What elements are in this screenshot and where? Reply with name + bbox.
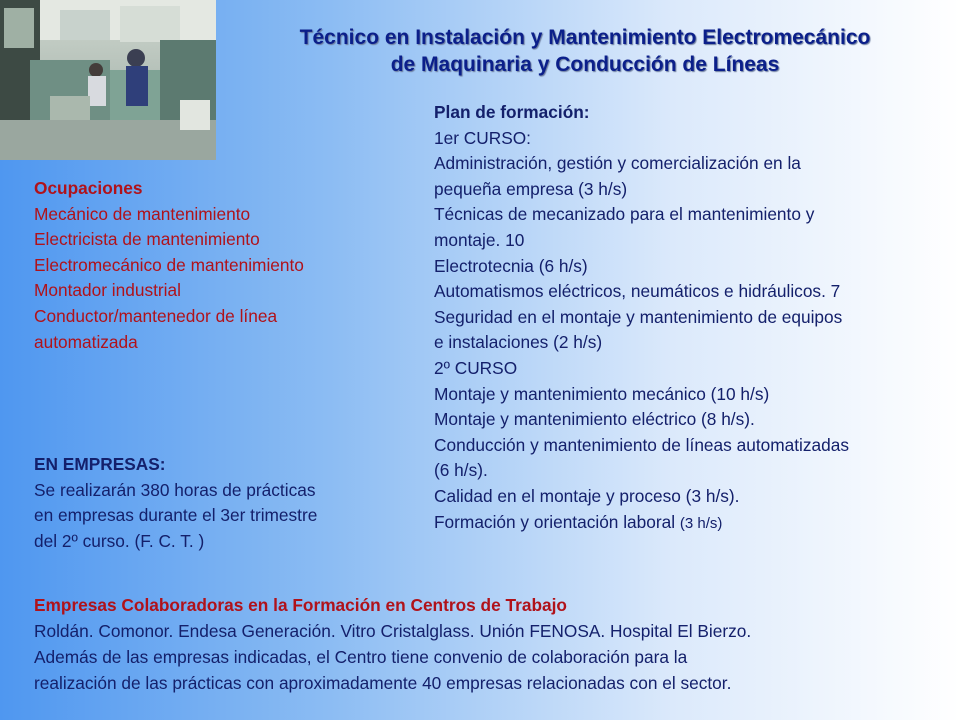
company-practice-line: Se realizarán 380 horas de prácticas [34, 479, 316, 500]
company-practice-heading: EN EMPRESAS: [34, 454, 166, 474]
plan-last-hours: (3 h/s) [679, 514, 723, 532]
plan-line: Calidad en el montaje y proceso (3 h/s). [434, 485, 740, 506]
collaborators-section [34, 592, 751, 696]
plan-line: Administración, gestión y comercialización en la [434, 153, 801, 174]
collaborators-line: Roldán. Comonor. Endesa Generación. Vitro Cristalglass. Unión FENOSA. Hospital El Bierzo. [34, 621, 752, 641]
plan-line: Seguridad en el montaje y mantenimiento de equipos [434, 306, 843, 327]
occupation-item: Electromecánico de mantenimiento [34, 254, 304, 275]
occupations-section [34, 176, 304, 355]
title-line-2: de Maquinaria y Conducción de Líneas [390, 53, 780, 76]
plan-line: Montaje y mantenimiento mecánico (10 h/s) [434, 383, 770, 404]
plan-line: Automatismos eléctricos, neumáticos e hidráulicos. 7 [434, 281, 841, 302]
plan-line: Técnicas de mecanizado para el mantenimiento y [434, 204, 815, 225]
plan-line: Montaje y mantenimiento eléctrico (8 h/s). [434, 409, 755, 430]
training-plan-section [434, 100, 849, 536]
company-practice-line: en empresas durante el 3er trimestre [34, 505, 318, 526]
plan-last-main: Formación y orientación laboral [434, 511, 680, 532]
company-practice-line: del 2º curso. (F. C. T. ) [34, 530, 205, 551]
company-practice-section [34, 452, 317, 554]
occupation-item: Mecánico de mantenimiento [34, 203, 251, 224]
occupation-item: Montador industrial [34, 280, 181, 301]
plan-line: montaje. 10 [434, 229, 525, 250]
plan-line-last [434, 510, 849, 537]
plan-line: (6 h/s). [434, 460, 488, 481]
plan-line: 2º CURSO [434, 357, 518, 378]
plan-line: e instalaciones (2 h/s) [434, 332, 603, 353]
plan-line: Electrotecnia (6 h/s) [434, 255, 588, 276]
occupation-item: Conductor/mantenedor de línea [34, 305, 278, 326]
title-line-1: Técnico en Instalación y Mantenimiento Electromecánico [299, 26, 871, 49]
collaborators-heading: Empresas Colaboradoras en la Formación en Centros de Trabajo [34, 595, 567, 615]
workshop-photo-illustration [0, 0, 216, 160]
occupation-item: automatizada [34, 331, 138, 352]
workshop-photo [0, 0, 216, 160]
occupation-item: Electricista de mantenimiento [34, 229, 260, 250]
collaborators-line: realización de las prácticas con aproximadamente 40 empresas relacionadas con el sector. [34, 673, 732, 693]
occupations-heading: Ocupaciones [34, 178, 143, 198]
plan-line: pequeña empresa (3 h/s) [434, 178, 628, 199]
plan-line: Conducción y mantenimiento de líneas automatizadas [434, 434, 849, 455]
plan-line: 1er CURSO: [434, 127, 531, 148]
page-title [230, 24, 940, 78]
plan-heading: Plan de formación: [434, 102, 590, 122]
collaborators-line: Además de las empresas indicadas, el Centro tiene convenio de colaboración para la [34, 647, 688, 667]
